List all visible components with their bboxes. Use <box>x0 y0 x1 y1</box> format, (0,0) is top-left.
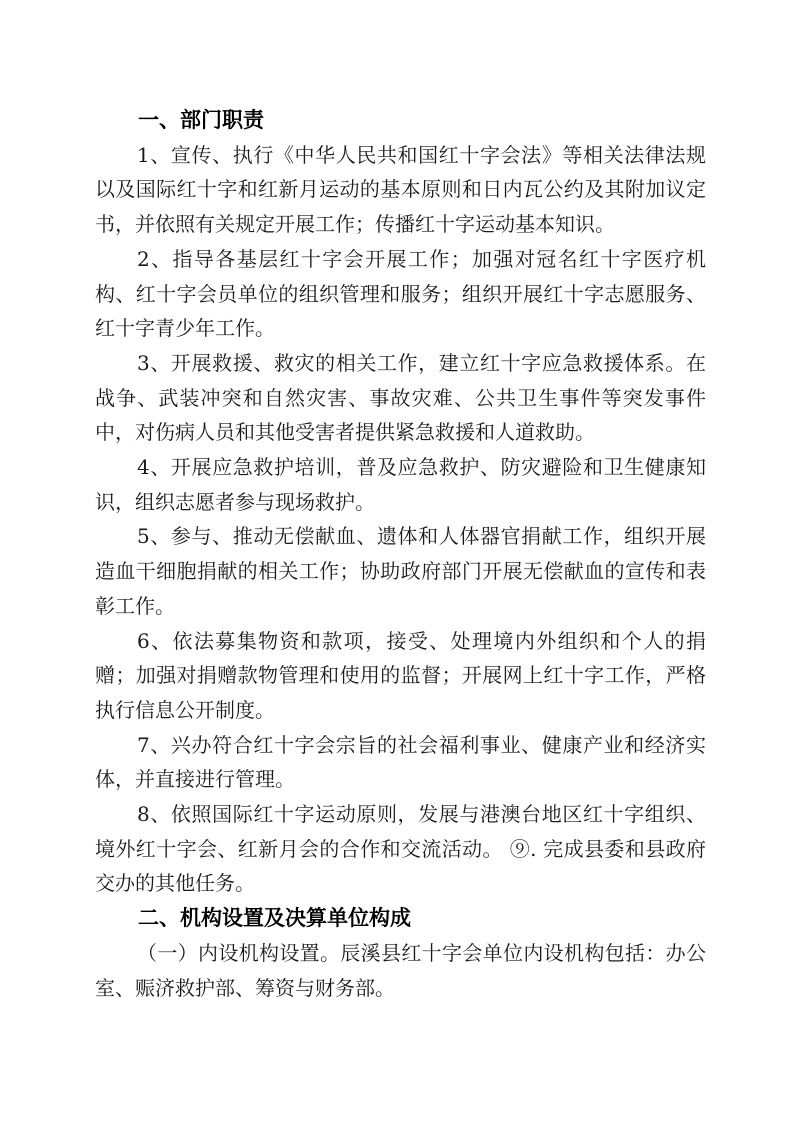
duty-paragraph-3: 3、开展救援、救灾的相关工作，建立红十字应急救援体系。在战争、武装冲突和自然灾害、事故灾难、公共卫生事件等突发事件中，对伤病人员和其他受害者提供紧急救援和人道救助。 <box>95 350 706 445</box>
duty-paragraph-2: 2、指导各基层红十字会开展工作；加强对冠名红十字医疗机构、红十字会员单位的组织管理和服务；组织开展红十字志愿服务、红十字青少年工作。 <box>95 246 706 341</box>
section-heading-org-structure: 二、机构设置及决算单位构成 <box>138 906 412 931</box>
org-structure-paragraph: （一）内设机构设置。辰溪县红十字会单位内设机构包括：办公室、赈济救护部、筹资与财务部。 <box>95 940 706 1000</box>
section-heading-duties: 一、部门职责 <box>138 108 265 132</box>
duty-paragraph-1: 1、宣传、执行《中华人民共和国红十字会法》等相关法律法规以及国际红十字和红新月运动的基本原则和日内瓦公约及其附加议定书，并依照有关规定开展工作；传播红十字运动基本知识。 <box>95 142 706 237</box>
duty-paragraph-8: 8、依照国际红十字运动原则，发展与港澳台地区红十字组织、境外红十字会、红新月会的合作和交流活动。 ⑨. 完成县委和县政府交办的其他任务。 <box>95 802 706 896</box>
duty-paragraph-6: 6、依法募集物资和款项，接受、处理境内外组织和个人的捐赠；加强对捐赠款物管理和使用的监督；开展网上红十字工作，严格执行信息公开制度。 <box>95 628 706 722</box>
duty-paragraph-7: 7、兴办符合红十字会宗旨的社会福利事业、健康产业和经济实体，并直接进行管理。 <box>95 732 706 792</box>
document-body <box>95 103 706 1005</box>
duty-paragraph-4: 4、开展应急救护培训，普及应急救护、防灾避险和卫生健康知识，组织志愿者参与现场救护。 <box>95 455 706 514</box>
duty-paragraph-5: 5、参与、推动无偿献血、遗体和人体器官捐献工作，组织开展造血干细胞捐献的相关工作；协助政府部门开展无偿献血的宣传和表彰工作。 <box>95 524 706 618</box>
